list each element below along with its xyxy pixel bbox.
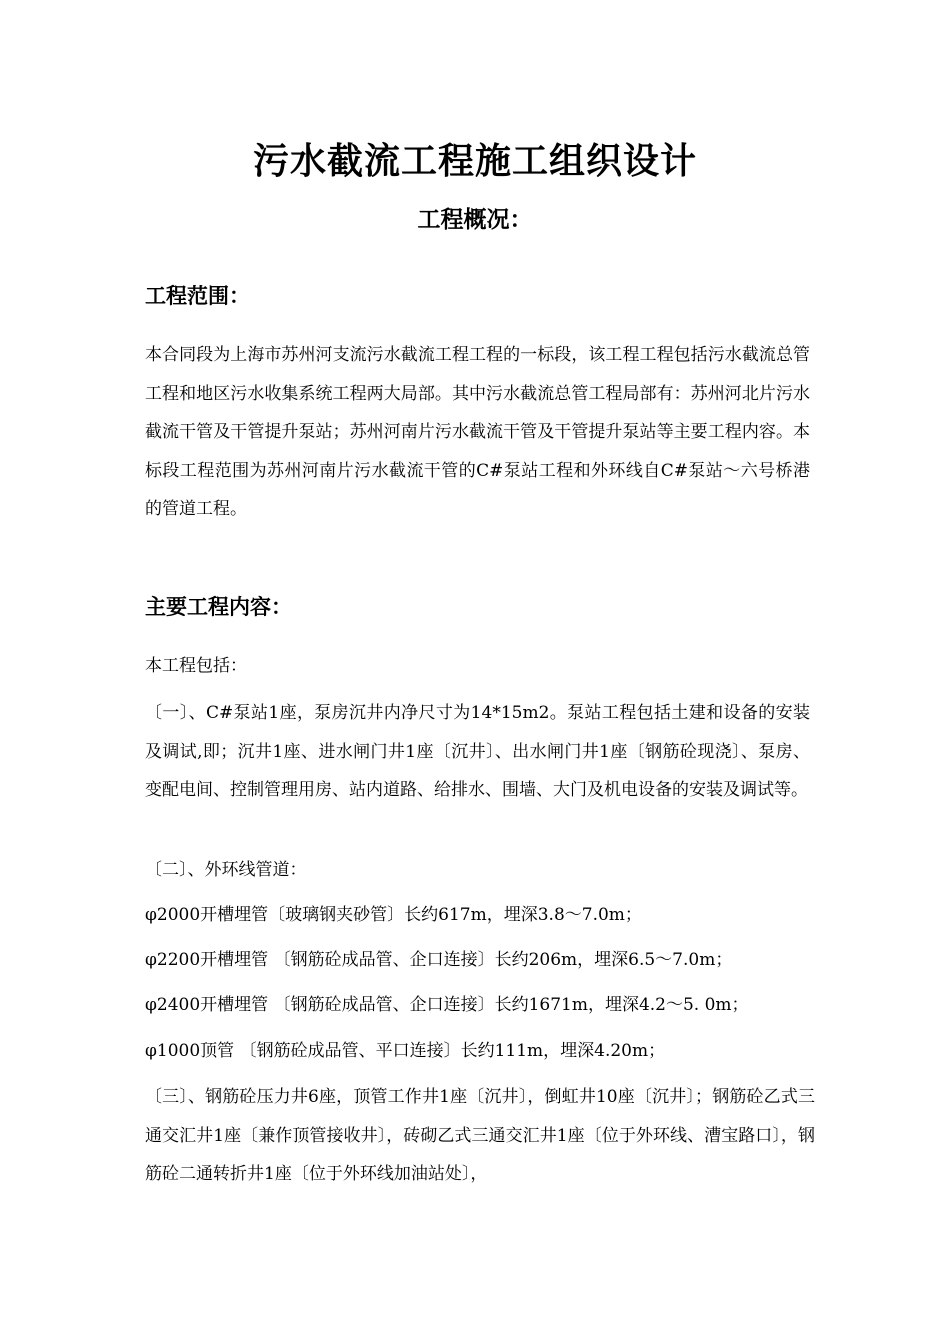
pipe-line-4: φ1000顶管 〔钢筋砼成品管、平口连接〕长约111m，埋深4.20m；: [145, 1041, 666, 1061]
section-heading-scope: 工程范围：: [145, 284, 250, 308]
pipe-line-2: φ2200开槽埋管 〔钢筋砼成品管、企口连接〕长约206m，埋深6.5～7.0m；: [145, 950, 733, 970]
content-intro: 本工程包括：: [145, 656, 247, 676]
content-item-3: 〔三〕、钢筋砼压力井6座，顶管工作井1座〔沉井〕，倒虹井10座〔沉井〕；钢筋砼乙式三通交汇井1座〔兼作顶管接收井〕，砖砌乙式三通交汇井1座〔位于外环线、漕宝路口〕，钢筋砼二通转折井1座〔位于外环线加油站处〕，: [145, 1087, 815, 1184]
scope-paragraph: 本合同段为上海市苏州河支流污水截流工程工程的一标段，该工程工程包括污水截流总管工程和地区污水收集系统工程两大局部。其中污水截流总管工程局部有：苏州河北片污水截流干管及干管提升泵站；苏州河南片污水截流干管及干管提升泵站等主要工程内容。本标段工程范围为苏州河南片污水截流干管的C#泵站工程和外环线自C#泵站～六号桥港的管道工程。: [145, 345, 810, 519]
section-heading-main-content: 主要工程内容：: [145, 595, 292, 619]
content-item-2: 〔二〕、外环线管道：: [145, 860, 307, 880]
content-item-1: 〔一〕、C#泵站1座，泵房沉井内净尺寸为14*15m2。泵站工程包括土建和设备的安装及调试,即；沉井1座、进水闸门井1座〔沉井〕、出水闸门井1座〔钢筋砼现浇〕、泵房、变配电间、控制管理用房、站内道路、给排水、围墙、大门及机电设备的安装及调试等。: [145, 703, 810, 800]
pipe-line-3: φ2400开槽埋管 〔钢筋砼成品管、企口连接〕长约1671m，埋深4.2～5. 0m；: [145, 995, 749, 1015]
pipe-line-1: φ2000开槽埋管〔玻璃钢夹砂管〕长约617m，埋深3.8～7.0m；: [145, 905, 642, 925]
document-subtitle: 工程概况：: [417, 207, 533, 233]
document-title: 污水截流工程施工组织设计: [252, 141, 697, 182]
